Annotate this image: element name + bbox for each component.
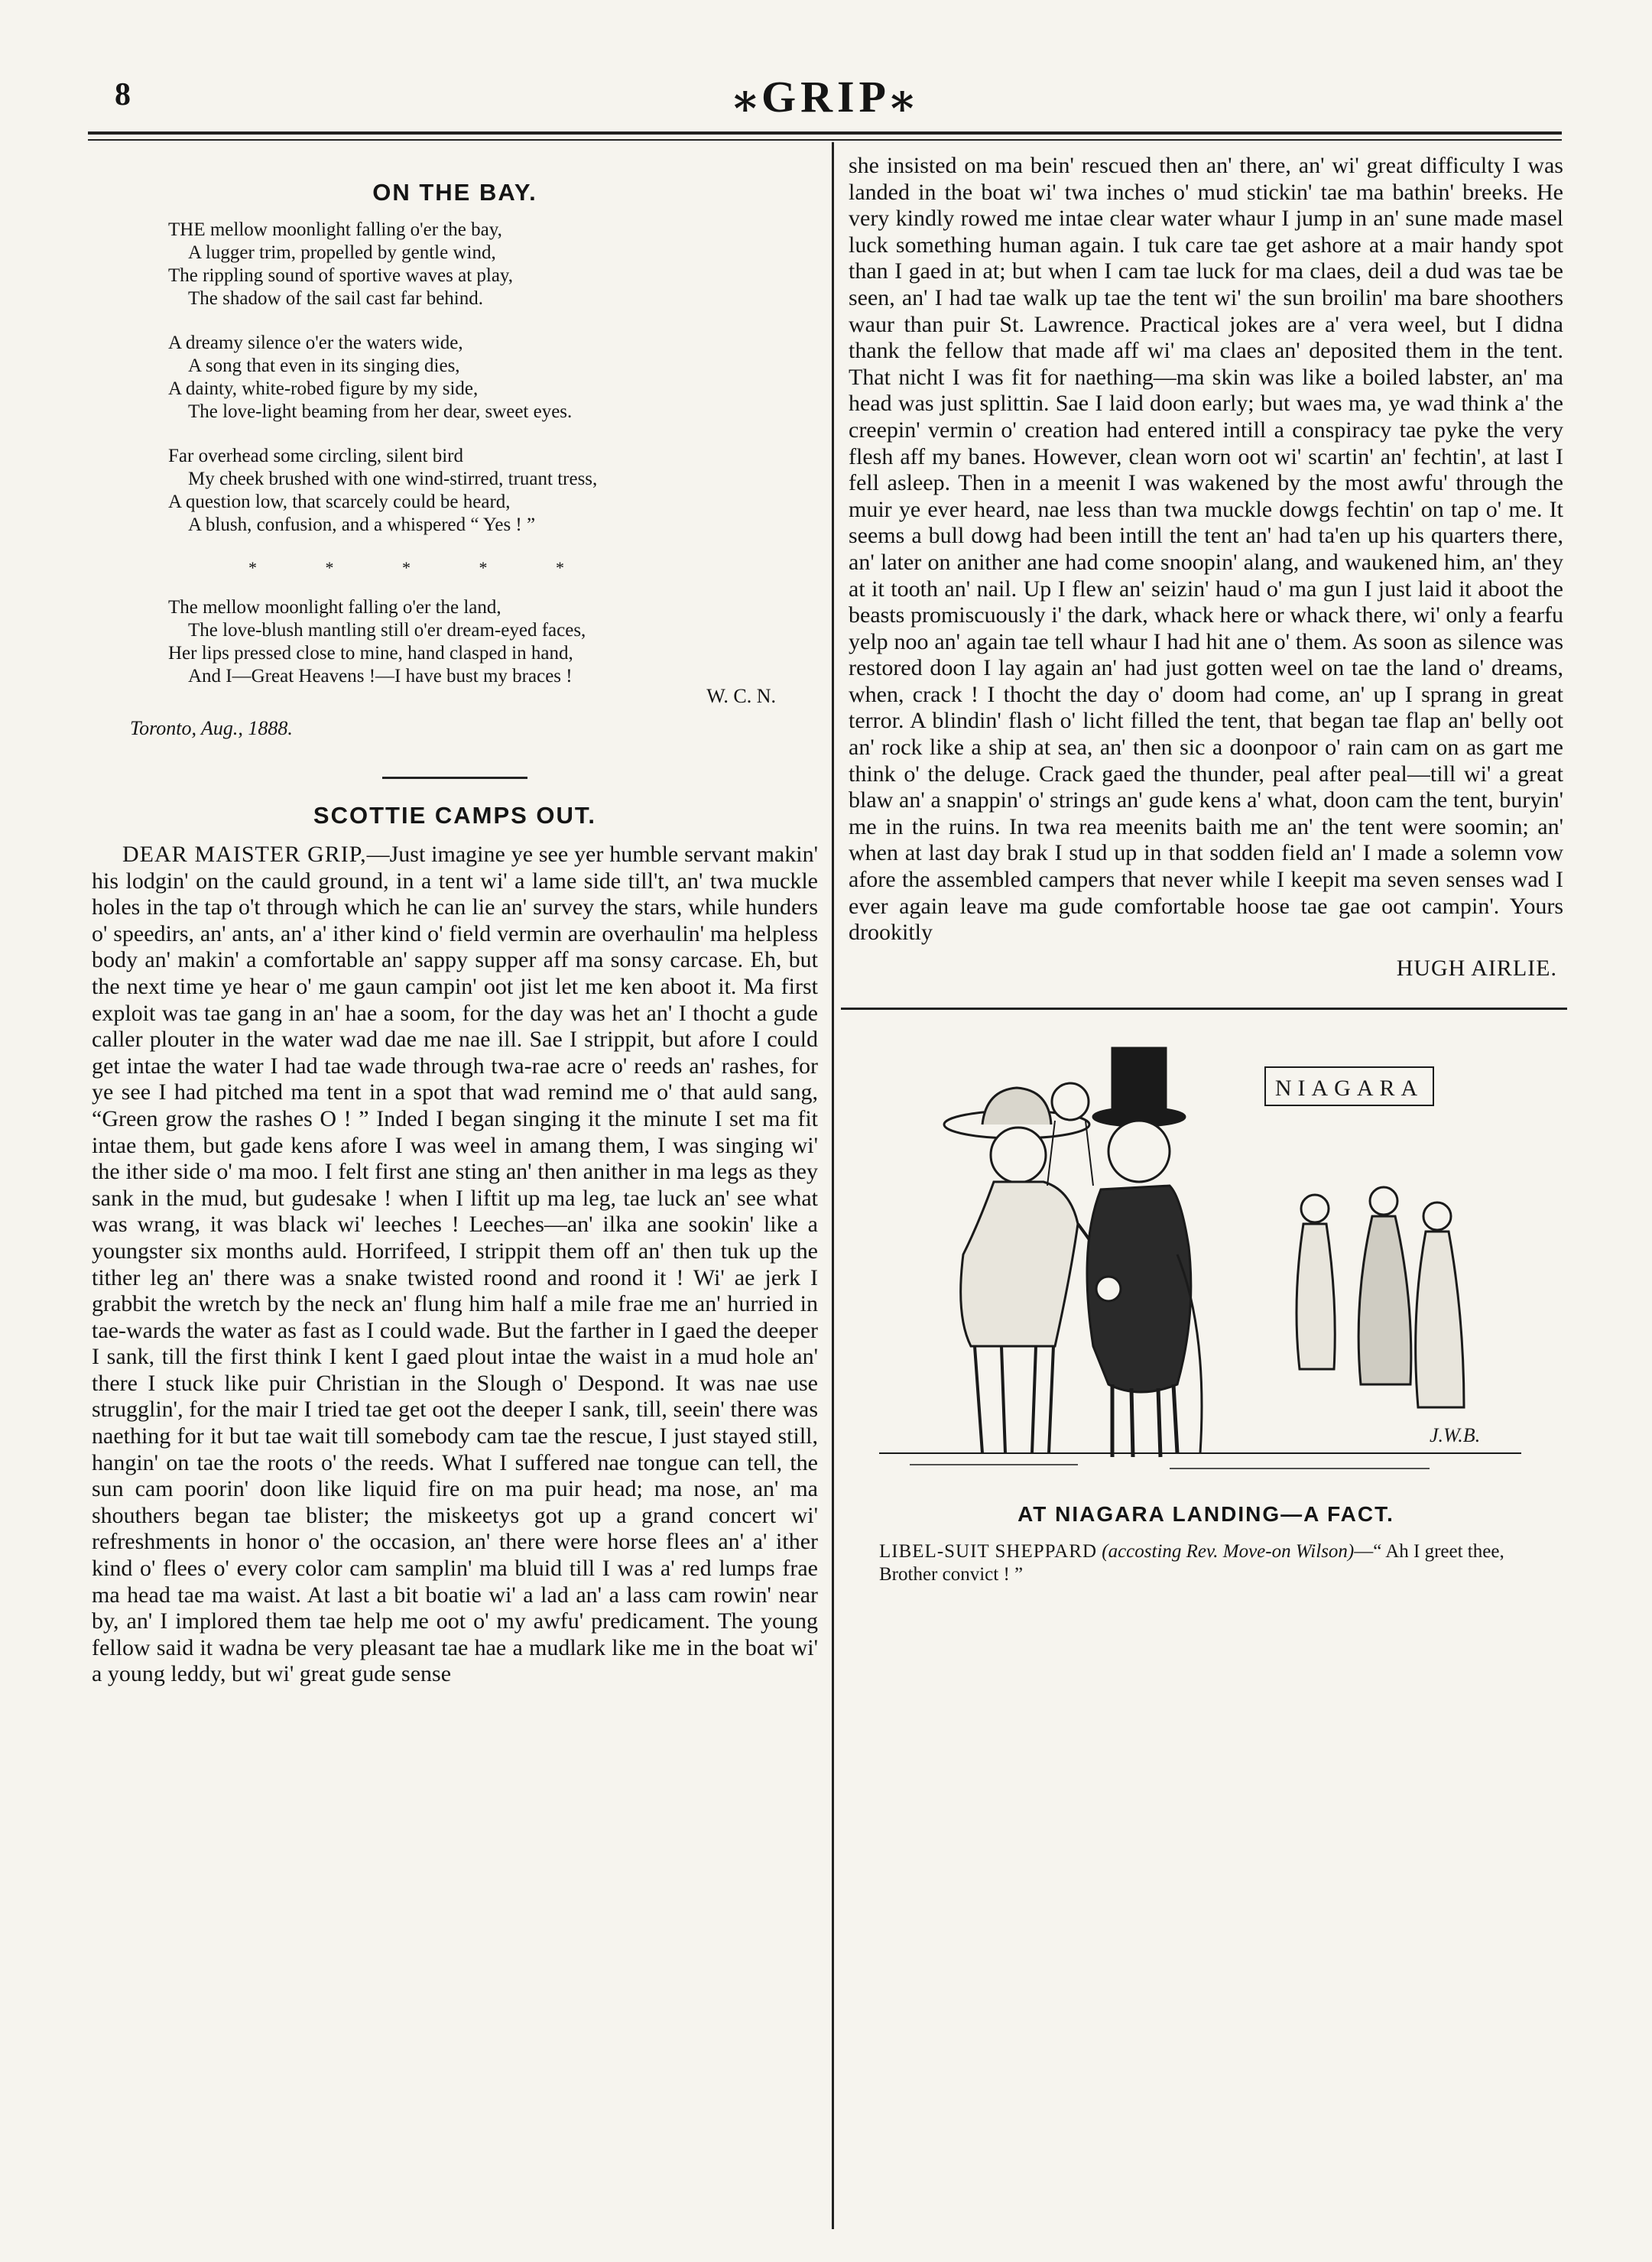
poem-line: A blush, confusion, and a whispered “ Yes ! ” xyxy=(188,514,536,535)
caption-speaker: LIBEL-SUIT SHEPPARD xyxy=(879,1540,1098,1562)
poem-line: The love-light beaming from her dear, sweet eyes. xyxy=(188,401,573,422)
article-text-left: —Just imagine ye see yer humble servant makin' his lodgin' on the cauld ground, in a tent wi' a lame side till't, an' twa muckle holes in the tap o't through which he can lie an' survey the stars, while hunders o' speedirs, an' ants, an' a' ither kind o' field vermin are overhaulin' ma helpless body an' makin' a comfortable an' sappy supper aff ma sonsy carcase. Eh, but the next time ye hear o' me gaun campin' oot jist let me ken aboot it. Ma first exploit was tae gang in an' hae a soom, for the day was het an' I thocht a gude caller plouter in the water wad dae me nae ill. Sae I strippit, but afore I could get intae the water I had tae wade through twa-rae acre o' reeds an' rashes, for ye see I had pitched ma tent in a spot that wad remind me o' that auld sang, “Green grow the rashes O ! ” Inded I began singing it the minute I set ma fit intae them, but gade kens afore I was weel in amang them, I was singing wi' the ither side o' ma moo. I felt first ane sting an' then anither in ma legs as they sank in the mud, but gudesake ! when I liftit up ma leg, tae luck an' see what was wrang, it was black wi' leeches ! Leeches—an' ilka ane sookin' like a youngster six months auld. Horrifeed, I strippit them off an' then tuk up the tither leg an' there was a snake twisted roond and roond it ! Wi' ae jerk I grabbit the wretch by the neck an' flung him half a mile frae me an' hurried in tae-wards the water as fast as I could wade. But the farther in I gaed the deeper I sank, till the first think I kent I gaed plout intae the waist in a mud hole an' there I stuck like puir Christian in the Slough o' Despond. It was nae use strugglin', for the mair I tried tae get oot the deeper I sank, till, seein' there was naething for it but tae wait till somebody cam tae the rescue, I just stayed still, hangin' on tae the roots o' the reeds. What I suffered nae tongue can tell, the sun cam poorin' doon like liquid fire on ma puir head; ma nose, an' ma shouthers began tae blister; the miskeetys got up a grand concert wi' refreshments in honor o' the occasion, an' there were horse flees an' a' ither kind o' flees o' every color cam samplin' ma bluid till I was a' red lumps frae ma head tae ma waist. At last a bit boatie wi' a lad an' a lass cam rowin' near by, an' I implored them tae help me oot o' my awfu' predicament. The young fellow said it wadna be very pleasant tae hae a mudlark like me in the boat wi' a young leddy, but wi' great gude sense xyxy=(92,842,818,1687)
poem-line: A song that even in its singing dies, xyxy=(188,355,460,376)
article-body-left xyxy=(92,842,818,1688)
poem-stanza-3 xyxy=(168,445,818,537)
poem-line: The mellow moonlight falling o'er the land, xyxy=(168,597,501,618)
page-number: 8 xyxy=(115,77,131,112)
poem-dateline: Toronto, Aug., 1888. xyxy=(130,717,293,739)
article-title: SCOTTIE CAMPS OUT. xyxy=(313,802,597,829)
cartoon-divider xyxy=(841,1008,1567,1010)
poem-stanza-1 xyxy=(168,219,818,310)
caption-stage-direction: (accosting Rev. Move-on Wilson) xyxy=(1102,1540,1355,1562)
poem-line: Her lips pressed close to mine, hand clasped in hand, xyxy=(168,643,573,664)
cartoon-illustration xyxy=(849,1025,1552,1484)
section-divider xyxy=(382,777,527,779)
poem-line: A lugger trim, propelled by gentle wind, xyxy=(188,242,496,263)
right-column xyxy=(849,153,1563,1586)
poem-line: My cheek brushed with one wind-stirred, truant tress, xyxy=(188,469,598,489)
article-salutation: DEAR MAISTER GRIP, xyxy=(122,842,367,867)
poem-line: A question low, that scarcely could be heard, xyxy=(168,492,511,512)
poem-line: The shadow of the sail cast far behind. xyxy=(188,288,483,309)
cartoon-sign-text: NIAGARA xyxy=(1274,1075,1424,1101)
header-rule-thin xyxy=(88,139,1562,141)
article-signoff: HUGH AIRLIE. xyxy=(1396,955,1557,981)
poem xyxy=(168,219,818,537)
cartoon-caption-title: AT NIAGARA LANDING—A FACT. xyxy=(1017,1501,1394,1526)
poem-final-stanza xyxy=(168,596,818,688)
article-paragraph xyxy=(92,842,818,1688)
poem-line: A dainty, white-robed figure by my side, xyxy=(168,378,479,399)
poem-stanza-2 xyxy=(168,332,818,424)
article-text-right: she insisted on ma bein' rescued then an' there, an' wi' great difficulty I was landed in the boat wi' twa inches o' mud stickin' tae ma bathin' breeks. He very kindly rowed me intae clear water whaur I jump in an' sune made masel luck something human again. I tuk care tae get ashore at a mair handy spot than I gaed in at; but when I cam tae luck for ma claes, deil a dud was tae be seen, an' I had tae walk up tae the tent wi' the sun broilin' ma bare shoothers waur than puir St. Lawrence. Practical jokes are a' vera weel, but I didna thank the fellow that made aff wi' ma claes an' deposited them in the tent. That nicht I was fit for naething—ma skin was like a boiled labster, an' ma head was just splittin. Sae I laid doon early; but waes ma, ye wad think a' the creepin' vermin o' creation had entered intill a conspiracy tae pyke the very flesh aff my banes. However, clean worn oot wi' scartin' an' fechtin', at last I fell asleep. Then in a meenit I was wakened by the most awfu' through the muir ye ever heard, nae less than twa muckle dowgs fechtin' on tap o' me. It seems a bull dowg had been intill the tent an' had ta'en up his quarters there, an' later on anither ane had come snoopin' alang, and waukened him, an' they at it tooth an' nail. Up I flew an' seizin' haud o' ma gun I just laid it aboot the beasts promiscuously i' the dark, whack here or whack there, wi' only a fearfu yelp noo an' again tae tell whaur I had hit ane o' them. As soon as silence was restored doon I lay again an' had just gotten weel on tae the land o' dreams, when, crack ! I thocht the day o' doom had come, an' up I sprang in great terror. A blindin' flash o' licht filled the tent, that began tae flap an' belly oot an' rock like a ship at sea, an' then sic a doonpoor o' rain cam on as gart me think o' the deluge. Crack gaed the thunder, peal after peal—till wi' a great blaw an' a snappin' o' strings an' gude kens a' what, doon cam the tent, buryin' me in the ruins. In twa rea meenits baith me an' the tent were soomin; an' when at last day brak I stud up in that sodden field an' I made a solemn vow afore the assembled campers that never while I keepit ma seven senses wad I ever again leave ma gude comfortable hoose tae gae oot campin'. Yours drookitly xyxy=(849,153,1563,946)
poem-line: The rippling sound of sportive waves at play, xyxy=(168,265,514,286)
cartoon-caption-quote xyxy=(879,1540,1563,1586)
left-column xyxy=(92,168,818,1688)
poem-title: ON THE BAY. xyxy=(372,179,537,206)
poem-line: Far overhead some circling, silent bird xyxy=(168,446,463,466)
asterism-divider: * * * * * xyxy=(248,558,566,577)
poem-line: The love-blush mantling still o'er dream-eyed faces, xyxy=(188,620,586,641)
article-body-right xyxy=(849,153,1563,946)
poem-line: THE mellow moonlight falling o'er the bay, xyxy=(168,219,502,240)
caption-quote-text: —“ Ah I greet thee, Brother convict ! ” xyxy=(879,1540,1504,1585)
poem-line: A dreamy silence o'er the waters wide, xyxy=(168,333,463,353)
column-divider xyxy=(832,142,834,2229)
poem-signature: W. C. N. xyxy=(706,685,776,707)
header-rule xyxy=(88,131,1562,135)
masthead: ⁎GRIP⁎ xyxy=(733,72,919,122)
cartoon-drawing xyxy=(849,1025,1552,1484)
cartoon-artist-mark: J.W.B. xyxy=(1430,1423,1481,1446)
poem-line: And I—Great Heavens !—I have bust my braces ! xyxy=(188,666,573,686)
